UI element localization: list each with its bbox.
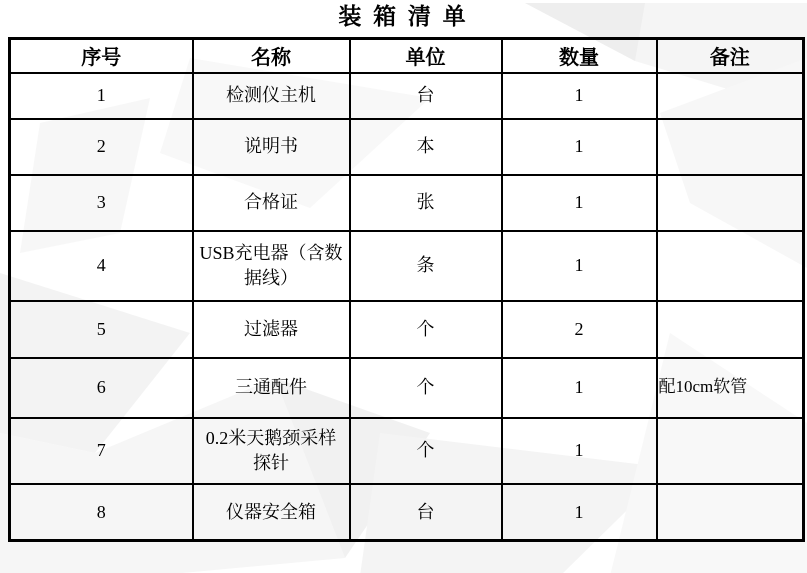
cell-name: 0.2米天鹅颈采样探针 xyxy=(193,418,350,484)
cell-unit: 个 xyxy=(350,301,502,358)
header-row xyxy=(10,38,804,73)
cell-serial: 7 xyxy=(10,418,193,484)
cell-name: USB充电器（含数据线） xyxy=(193,231,350,301)
cell-name: 过滤器 xyxy=(193,301,350,358)
cell-unit: 张 xyxy=(350,175,502,231)
cell-quantity: 1 xyxy=(502,119,657,175)
cell-name: 合格证 xyxy=(193,175,350,231)
col-header-name: 名称 xyxy=(193,38,350,73)
table-row xyxy=(10,231,804,301)
col-header-unit: 单位 xyxy=(350,38,502,73)
cell-name: 仪器安全箱 xyxy=(193,484,350,541)
cell-serial: 4 xyxy=(10,231,193,301)
cell-remark xyxy=(657,418,804,484)
cell-serial: 8 xyxy=(10,484,193,541)
cell-name: 检测仪主机 xyxy=(193,73,350,119)
cell-remark xyxy=(657,484,804,541)
col-header-serial: 序号 xyxy=(10,38,193,73)
cell-unit: 本 xyxy=(350,119,502,175)
table-row xyxy=(10,175,804,231)
cell-quantity: 1 xyxy=(502,175,657,231)
cell-remark xyxy=(657,231,804,301)
cell-quantity: 1 xyxy=(502,358,657,418)
cell-unit: 个 xyxy=(350,418,502,484)
table-row xyxy=(10,484,804,541)
cell-name: 三通配件 xyxy=(193,358,350,418)
cell-unit: 台 xyxy=(350,484,502,541)
col-header-remark: 备注 xyxy=(657,38,804,73)
cell-serial: 1 xyxy=(10,73,193,119)
cell-quantity: 1 xyxy=(502,231,657,301)
cell-serial: 5 xyxy=(10,301,193,358)
cell-quantity: 2 xyxy=(502,301,657,358)
packing-list-document xyxy=(0,3,807,573)
table-row xyxy=(10,73,804,119)
table-row xyxy=(10,119,804,175)
cell-remark xyxy=(657,73,804,119)
cell-quantity: 1 xyxy=(502,418,657,484)
cell-serial: 2 xyxy=(10,119,193,175)
cell-unit: 个 xyxy=(350,358,502,418)
cell-unit: 条 xyxy=(350,231,502,301)
cell-unit: 台 xyxy=(350,73,502,119)
col-header-quantity: 数量 xyxy=(502,38,657,73)
cell-remark xyxy=(657,175,804,231)
table-row xyxy=(10,301,804,358)
page-title: 装 箱 清 单 xyxy=(338,4,469,29)
cell-remark xyxy=(657,301,804,358)
table-row xyxy=(10,418,804,484)
packing-list-table xyxy=(8,37,805,543)
cell-quantity: 1 xyxy=(502,484,657,541)
cell-name: 说明书 xyxy=(193,119,350,175)
cell-serial: 3 xyxy=(10,175,193,231)
cell-remark xyxy=(657,119,804,175)
cell-remark: 配10cm软管 xyxy=(657,358,804,418)
cell-serial: 6 xyxy=(10,358,193,418)
table-row xyxy=(10,358,804,418)
cell-quantity: 1 xyxy=(502,73,657,119)
